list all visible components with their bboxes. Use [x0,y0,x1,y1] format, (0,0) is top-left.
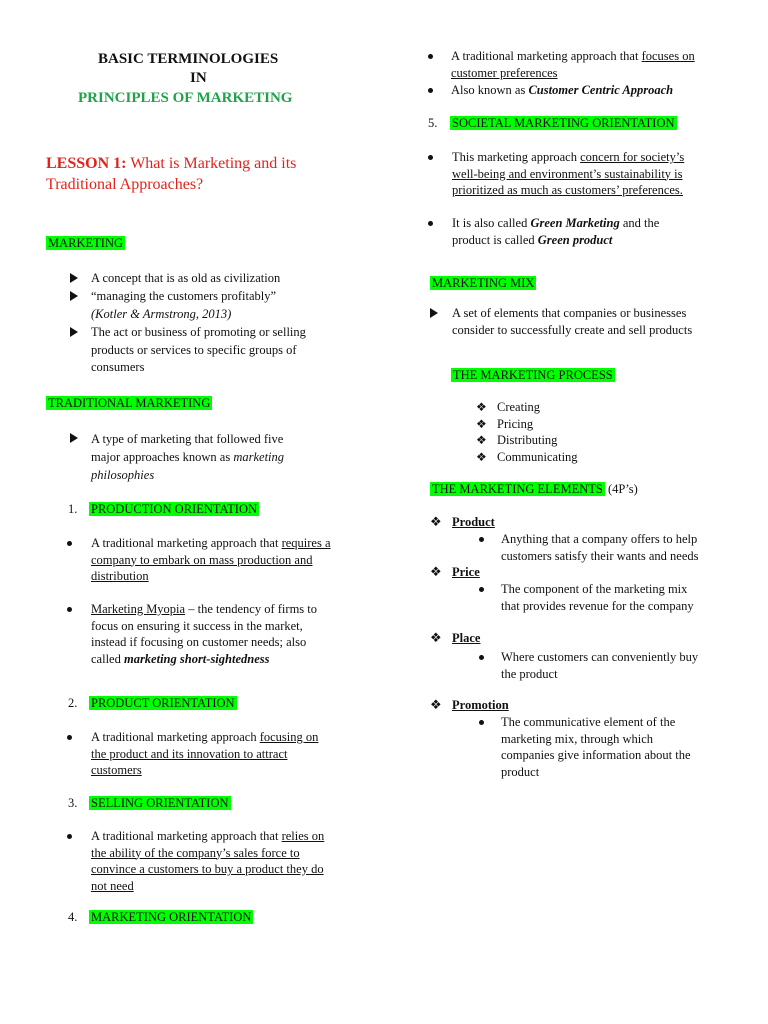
bullet-icon [428,221,433,226]
document-title-in: IN [190,70,207,86]
selling-orientation-heading: SELLING ORIENTATION [91,796,229,810]
process-item-communicating: Communicating [497,450,578,464]
diamond-bullet-icon: ❖ [430,514,442,529]
traditional-marketing-item: A type of marketing that followed five major approaches known as marketing philosophies [91,432,285,482]
societal-orientation-number: 5. [428,116,438,130]
production-orientation-heading: PRODUCTION ORIENTATION [91,502,258,516]
element-promotion-definition: The communicative element of the marketing mix, through which companies give information about the product [501,715,691,779]
bullet-icon [67,735,72,740]
selling-orientation-definition: A traditional marketing approach that relies on the ability of the company’s sales force to convince a customers to buy a product they do not need [91,829,325,893]
diamond-bullet-icon: ❖ [476,433,487,447]
process-item-creating: Creating [497,400,541,414]
arrow-bullet-icon [430,308,438,318]
marketing-item-2-citation: (Kotler & Armstrong, 2013) [91,307,232,321]
societal-orientation-heading: SOCIETAL MARKETING ORIENTATION [452,116,675,130]
element-promotion-label: Promotion [452,698,509,712]
marketing-item-3: The act or business of promoting or selling products or services to specific groups of consumers [91,325,306,374]
process-item-distributing: Distributing [497,433,558,447]
element-product-label: Product [452,515,495,529]
marketing-myopia-definition: Marketing Myopia – the tendency of firms to focus on ensuring it success in the market, instead if focusing on customer needs; also called marketing short-sightedness [91,602,318,666]
lesson-heading: LESSON 1: What is Marketing and its Traditional Approaches? [46,155,297,193]
diamond-bullet-icon: ❖ [476,417,487,431]
element-price-label: Price [452,565,480,579]
societal-orientation-definition: This marketing approach concern for society’s well-being and environment’s sustainability is prioritized as much as customers’ preferences. [452,150,685,197]
element-product-definition: Anything that a company offers to help customers satisfy their wants and needs [501,532,699,563]
element-place-definition: Where customers can conveniently buy the product [501,650,699,681]
product-orientation-number: 2. [68,696,78,710]
diamond-bullet-icon: ❖ [430,697,442,712]
marketing-process-heading: THE MARKETING PROCESS [453,368,613,382]
marketing-orientation-heading: MARKETING ORIENTATION [91,910,252,924]
bullet-icon [67,541,72,546]
arrow-bullet-icon [70,327,78,337]
traditional-marketing-heading: TRADITIONAL MARKETING [48,396,211,410]
element-price-definition: The component of the marketing mix that provides revenue for the company [501,582,694,613]
marketing-mix-definition: A set of elements that companies or businesses consider to successfully create and sell products [452,306,693,337]
arrow-bullet-icon [70,291,78,301]
societal-orientation-alias: It is also called Green Marketing and the product is called Green product [452,216,660,247]
bullet-icon [479,537,484,542]
diamond-bullet-icon: ❖ [476,400,487,414]
marketing-elements-heading: THE MARKETING ELEMENTS (4P’s) [432,482,638,496]
arrow-bullet-icon [70,433,78,443]
marketing-orientation-number: 4. [68,910,78,924]
marketing-orientation-definition: A traditional marketing approach that focuses on customer preferences [451,49,695,80]
arrow-bullet-icon [70,273,78,283]
bullet-icon [479,655,484,660]
marketing-item-2: “managing the customers profitably” [91,289,277,303]
bullet-icon [479,720,484,725]
production-orientation-number: 1. [68,502,78,516]
production-orientation-definition: A traditional marketing approach that requires a company to embark on mass production and distribution [91,536,331,583]
bullet-icon [67,607,72,612]
marketing-mix-heading: MARKETING MIX [432,276,535,290]
bullet-icon [479,587,484,592]
bullet-icon [428,88,433,93]
marketing-item-1: A concept that is as old as civilization [91,271,281,285]
marketing-heading: MARKETING [48,236,123,250]
bullet-icon [67,834,72,839]
marketing-orientation-alias: Also known as Customer Centric Approach [451,83,674,97]
diamond-bullet-icon: ❖ [430,564,442,579]
product-orientation-definition: A traditional marketing approach focusing on the product and its innovation to attract customers [91,730,319,777]
document-subtitle: PRINCIPLES OF MARKETING [78,90,293,106]
process-item-pricing: Pricing [497,417,534,431]
diamond-bullet-icon: ❖ [430,630,442,645]
diamond-bullet-icon: ❖ [476,450,487,464]
element-place-label: Place [452,631,481,645]
bullet-icon [428,155,433,160]
selling-orientation-number: 3. [68,796,78,810]
bullet-icon [428,54,433,59]
product-orientation-heading: PRODUCT ORIENTATION [91,696,235,710]
document-title: BASIC TERMINOLOGIES [98,51,279,67]
